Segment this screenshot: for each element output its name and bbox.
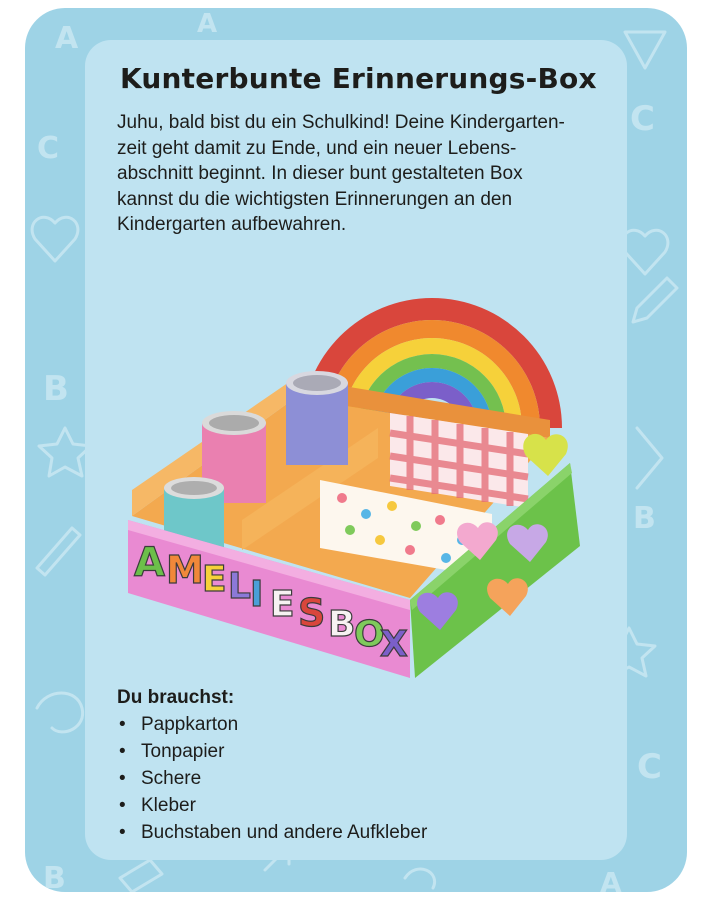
intro-line: zeit geht damit zu Ende, und ein neuer Lebens- <box>117 137 517 159</box>
box-letter: E <box>202 559 227 600</box>
box-letter: I <box>250 574 264 615</box>
svg-text:A: A <box>197 9 218 39</box>
intro-text <box>117 110 607 238</box>
list-item: • Tonpapier <box>117 738 587 765</box>
intro-line: kannst du die wichtigsten Erinnerungen an den <box>117 188 513 210</box>
list-item: • Schere <box>117 765 587 792</box>
box-letter: A <box>134 540 165 586</box>
svg-text:B: B <box>633 501 656 536</box>
box-letter: S <box>298 591 326 635</box>
svg-text:A: A <box>55 21 79 56</box>
svg-text:B: B <box>43 861 66 892</box>
svg-text:C: C <box>637 747 662 787</box>
box-letter: L <box>228 566 251 607</box>
intro-line: Juhu, bald bist du ein Schulkind! Deine Kindergarten- <box>117 112 565 133</box>
box-letter: M <box>166 548 204 592</box>
list-item: • Kleber <box>117 792 587 819</box>
svg-text:C: C <box>37 131 60 166</box>
intro-line: abschnitt beginnt. In dieser bunt gestalteten Box <box>117 163 523 184</box>
materials-section <box>117 684 587 846</box>
materials-list <box>117 711 587 846</box>
svg-text:A: A <box>600 866 622 892</box>
svg-text:C: C <box>630 99 655 139</box>
materials-heading: Du brauchst: <box>117 687 235 708</box>
box-letter: O <box>354 614 385 655</box>
intro-line: Kindergarten aufbewahren. <box>117 214 347 235</box>
memory-box-illustration <box>110 258 610 688</box>
box-letter: X <box>380 624 408 665</box>
svg-text:B: B <box>43 369 69 409</box>
card-title: Kunterbunte Erinnerungs-Box <box>120 62 597 95</box>
list-item: • Pappkarton <box>117 711 587 738</box>
box-letter: E <box>270 584 295 625</box>
list-item: • Buchstaben und andere Aufkleber <box>117 819 587 846</box>
box-letter: B <box>328 604 356 645</box>
